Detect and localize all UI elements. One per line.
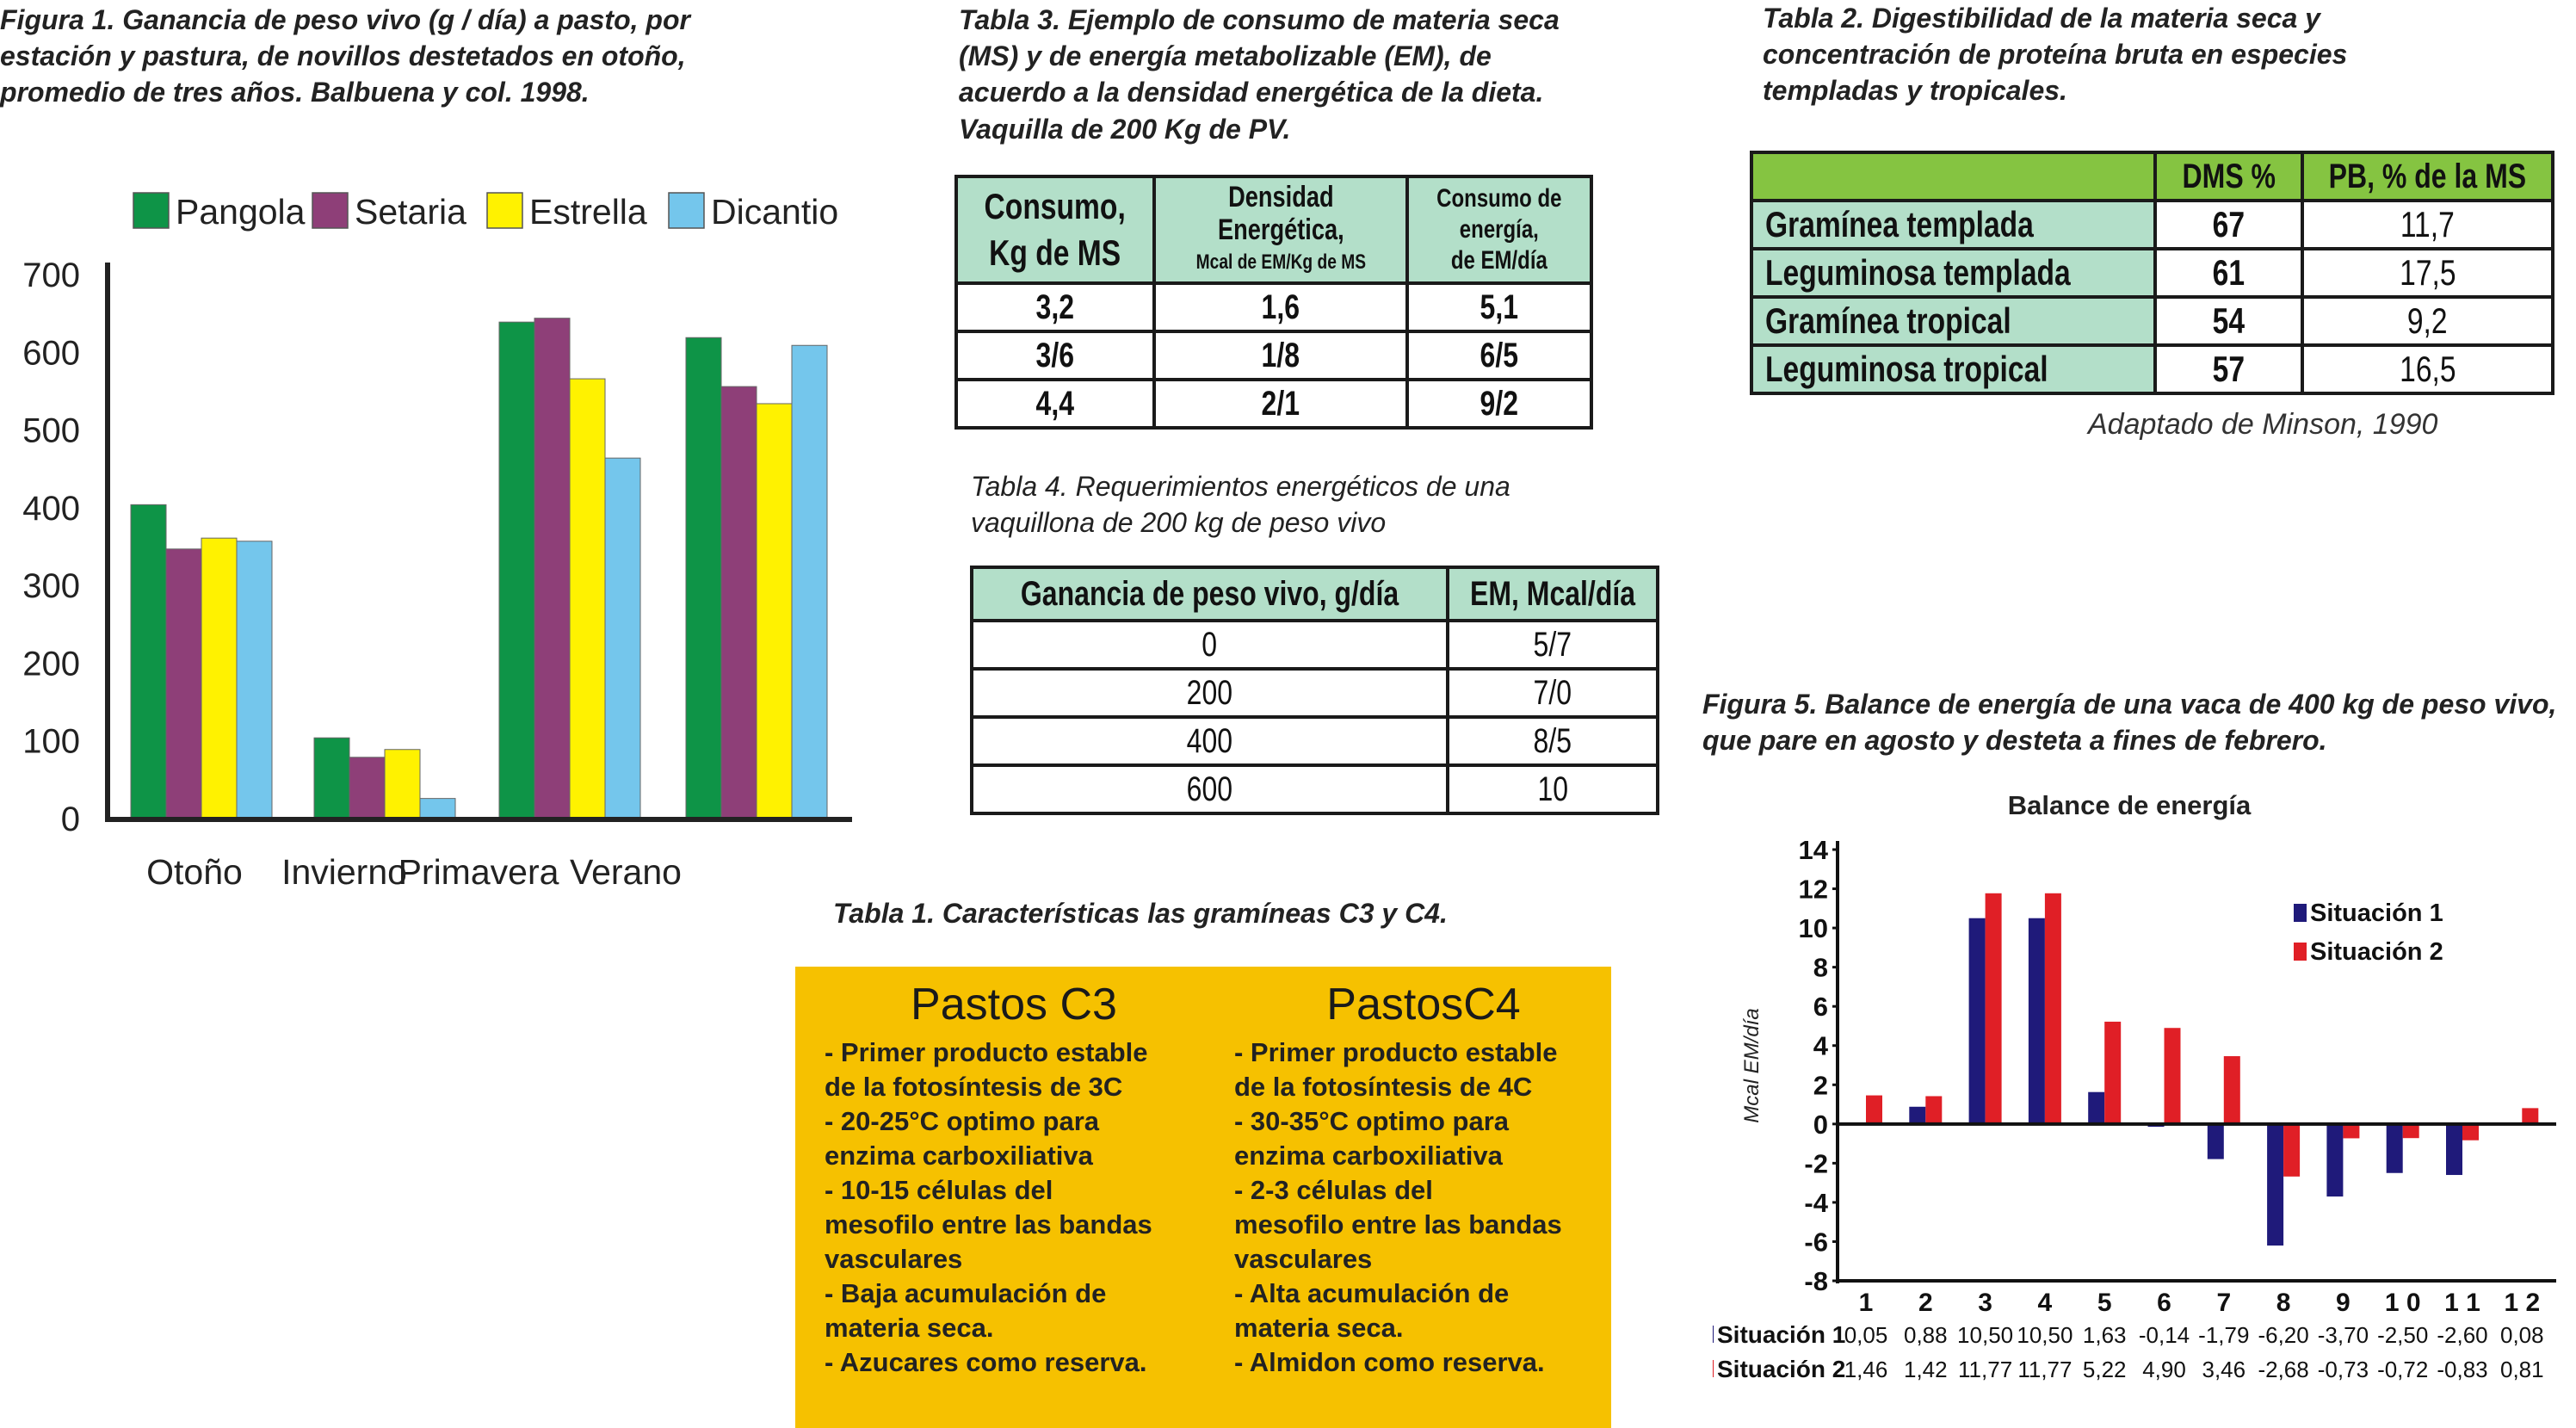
- data-table-value: 10,50: [2017, 1322, 2073, 1348]
- table-cell: 5,1: [1407, 283, 1591, 331]
- x-tick-label: 4: [2037, 1289, 2053, 1317]
- legend-swatch: [2294, 904, 2307, 922]
- c3-column: [825, 967, 1203, 1380]
- x-tick-label: 5: [2097, 1289, 2112, 1317]
- data-table-value: 1,63: [2082, 1322, 2127, 1348]
- y-tick-label: 0: [1813, 1109, 1828, 1140]
- data-table-value: -2,68: [2258, 1357, 2309, 1382]
- c4-list: [1234, 1035, 1613, 1380]
- y-tick-label: 100: [22, 722, 80, 761]
- tabla3-caption: [959, 2, 1560, 147]
- tabla1-caption: [833, 895, 1448, 931]
- table-cell: Leguminosa tropical: [1751, 345, 2155, 393]
- data-table-value: 10,50: [1957, 1322, 2014, 1348]
- c3-list-item: - Baja acumulación de: [825, 1278, 1107, 1308]
- tabla3-header-text: Energética,: [1217, 213, 1344, 246]
- table-cell: 600: [972, 765, 1448, 813]
- table-cell: 6/5: [1407, 331, 1591, 380]
- table-row: [972, 765, 1658, 813]
- bar-estrella-primavera: [570, 379, 605, 819]
- table-cell: 3/6: [956, 331, 1154, 380]
- x-tick-label: 1 1: [2444, 1289, 2480, 1317]
- tabla3-header-text: Kg de MS: [989, 232, 1121, 273]
- table-cell: 54: [2155, 297, 2302, 345]
- table-cell: Gramínea tropical: [1751, 297, 2155, 345]
- figure5-caption-line: que pare en agosto y desteta a fines de febrero.: [1702, 725, 2327, 757]
- bar-estrella-invierno: [385, 750, 420, 819]
- legend-label: Situación 1: [2310, 899, 2443, 927]
- data-table-series-label: Situación 2: [1717, 1356, 1846, 1382]
- x-tick-label: Verano: [570, 852, 682, 892]
- table-cell: Leguminosa templada: [1751, 249, 2155, 297]
- c4-column: [1234, 967, 1613, 1380]
- data-table-series-label: Situación 1: [1717, 1321, 1846, 1348]
- figure1-caption-line: promedio de tres años. Balbuena y col. 1998.: [0, 77, 590, 108]
- tabla4-caption: [971, 468, 1510, 541]
- data-table-value: -0,14: [2138, 1322, 2190, 1348]
- figure1-caption-line: estación y pastura, de novillos destetados en otoño,: [0, 40, 686, 72]
- table-row: [1751, 345, 2553, 393]
- x-tick-label: 6: [2157, 1289, 2171, 1317]
- tabla3-header-text: Densidad: [1227, 181, 1334, 213]
- bar-pangola-invierno: [314, 738, 349, 819]
- data-table-value: -3,70: [2317, 1322, 2369, 1348]
- figure5-caption-line: Figura 5. Balance de energía de una vaca de 400 kg de peso vivo,: [1702, 689, 2557, 720]
- figure1-caption-line: Figura 1. Ganancia de peso vivo (g / día) a pasto, por: [0, 4, 690, 35]
- tabla3-header-text: de EM/día: [1450, 246, 1547, 275]
- table-row: [972, 669, 1658, 717]
- data-table-value: 4,90: [2142, 1357, 2186, 1382]
- c3-list-item: enzima carboxiliativa: [825, 1141, 1093, 1171]
- legend-label: Estrella: [529, 192, 647, 232]
- bar-situacion2-2: [1986, 893, 2002, 1124]
- table-cell: 10: [1448, 765, 1658, 813]
- bar-situacion2-1: [1925, 1096, 1942, 1123]
- c3-list-item: materia seca.: [825, 1313, 994, 1343]
- table-cell: 67: [2155, 201, 2302, 249]
- c3-list-item: - Primer producto estable: [825, 1037, 1148, 1067]
- y-tick-label: -4: [1804, 1187, 1828, 1218]
- table-row: [1751, 201, 2553, 249]
- table-cell: 1,6: [1154, 283, 1407, 331]
- legend-label: Situación 2: [2310, 938, 2443, 966]
- x-tick-label: 1 2: [2504, 1289, 2541, 1317]
- data-table-value: 0,81: [2499, 1357, 2544, 1382]
- c4-list-item: - Primer producto estable: [1234, 1037, 1558, 1067]
- tabla3-caption-line: Tabla 3. Ejemplo de consumo de materia seca: [959, 4, 1560, 35]
- legend-label: Dicantio: [711, 192, 839, 232]
- table-cell: 61: [2155, 249, 2302, 297]
- x-tick-label: 3: [1978, 1289, 1992, 1317]
- bar-situacion1-7: [2267, 1124, 2283, 1246]
- bar-situacion1-2: [1969, 918, 1986, 1124]
- bar-setaria-verano: [721, 386, 757, 819]
- legend-swatch: [2294, 943, 2307, 961]
- tabla3-header-text: Mcal de EM/Kg de MS: [1195, 250, 1366, 274]
- data-table-value: 1,46: [1844, 1357, 1888, 1382]
- tabla1-caption-line: Tabla 1. Características las gramíneas C3 y C4.: [833, 898, 1448, 929]
- bar-estrella-verano: [757, 404, 792, 819]
- table-row: [972, 717, 1658, 765]
- table-cell: 17,5: [2302, 249, 2553, 297]
- legend-swatch: [312, 193, 348, 228]
- data-table-value: 0,08: [2499, 1322, 2544, 1348]
- tabla3-caption-line: acuerdo a la densidad energética de la dieta.: [959, 77, 1544, 108]
- c4-list-item: materia seca.: [1234, 1313, 1404, 1343]
- y-tick-label: 14: [1798, 835, 1828, 865]
- table-row: [972, 621, 1658, 669]
- x-tick-label: 1 0: [2384, 1289, 2421, 1317]
- c3-list: [825, 1035, 1203, 1380]
- y-tick-label: 6: [1813, 992, 1828, 1023]
- bar-situacion1-6: [2208, 1124, 2224, 1159]
- c4-list-item: - Almidon como reserva.: [1234, 1347, 1545, 1377]
- bar-pangola-verano: [686, 337, 721, 819]
- bar-situacion1-8: [2326, 1124, 2343, 1196]
- table-cell: 8/5: [1448, 717, 1658, 765]
- bar-situacion1-4: [2088, 1092, 2104, 1124]
- bar-pangola-otoño: [131, 504, 166, 819]
- legend-swatch: [669, 193, 704, 228]
- c3-list-item: - 20-25°C optimo para: [825, 1106, 1100, 1136]
- y-tick-label: 300: [22, 567, 80, 606]
- tabla2-table: [1750, 151, 2554, 395]
- tabla3-header-text: Consumo,: [984, 186, 1127, 226]
- y-tick-label: 500: [22, 411, 80, 450]
- y-axis-label: Mcal EM/día: [1740, 1008, 1764, 1123]
- c3-list-item: de la fotosíntesis de 3C: [825, 1072, 1123, 1102]
- bar-dicantio-invierno: [420, 799, 455, 819]
- tabla4-table: [970, 566, 1659, 815]
- table-cell: 16,5: [2302, 345, 2553, 393]
- bar-situacion2-3: [2045, 893, 2061, 1124]
- bar-dicantio-primavera: [605, 458, 640, 819]
- y-tick-label: 12: [1798, 874, 1828, 905]
- bar-situacion2-10: [2462, 1124, 2479, 1141]
- bar-situacion1-10: [2446, 1124, 2462, 1175]
- c3-c4-comparison-box: [795, 967, 1611, 1428]
- tabla2-caption: [1763, 0, 2347, 109]
- bar-situacion2-0: [1866, 1096, 1882, 1124]
- data-table-value: -0,73: [2317, 1357, 2369, 1382]
- data-table-value: -6,20: [2258, 1322, 2309, 1348]
- figure5-caption: [1702, 686, 2556, 758]
- tabla2-source: Adaptado de Minson, 1990: [2088, 408, 2438, 441]
- y-tick-label: -2: [1804, 1148, 1828, 1179]
- table-row: [956, 331, 1591, 380]
- x-tick-label: Primavera: [398, 852, 559, 892]
- figure5-bar-chart: [1713, 775, 2576, 1428]
- bar-situacion1-3: [2029, 918, 2045, 1124]
- table-swatch: [1713, 1326, 1714, 1343]
- bar-estrella-otoño: [201, 538, 237, 819]
- bar-situacion2-8: [2343, 1124, 2359, 1139]
- table-cell: 2/1: [1154, 380, 1407, 428]
- data-table-value: 5,22: [2082, 1357, 2127, 1382]
- y-tick-label: -6: [1804, 1227, 1828, 1258]
- tabla2-header-dms: DMS %: [2155, 152, 2302, 201]
- x-tick-label: 9: [2336, 1289, 2351, 1317]
- table-cell: 57: [2155, 345, 2302, 393]
- tabla2-header-empty: [1751, 152, 2155, 201]
- tabla2-caption-line: concentración de proteína bruta en especies: [1763, 39, 2348, 71]
- chart-title: Balance de energía: [2007, 790, 2252, 820]
- legend-label: Setaria: [355, 192, 466, 232]
- tabla3-header-densidad: [1154, 176, 1407, 283]
- table-cell: 200: [972, 669, 1448, 717]
- c4-list-item: enzima carboxiliativa: [1234, 1141, 1503, 1171]
- data-table-value: -0,72: [2377, 1357, 2429, 1382]
- tabla3-caption-line: Vaquilla de 200 Kg de PV.: [959, 113, 1291, 145]
- c4-title: PastosC4: [1326, 980, 1521, 1029]
- y-tick-label: 4: [1813, 1030, 1828, 1061]
- data-table-value: -0,83: [2437, 1357, 2488, 1382]
- tabla3-table: [954, 175, 1593, 430]
- x-tick-label: Otoño: [146, 852, 243, 892]
- data-table-value: 0,05: [1844, 1322, 1888, 1348]
- data-table-value: 1,42: [1903, 1357, 1948, 1382]
- tabla3-header-text: energía,: [1459, 215, 1540, 244]
- tabla2-header-pb: PB, % de la MS: [2302, 152, 2553, 201]
- figure1-caption: [0, 2, 690, 111]
- y-tick-label: 8: [1813, 952, 1828, 983]
- bar-situacion1-9: [2387, 1124, 2403, 1173]
- bar-setaria-otoño: [166, 549, 201, 819]
- table-cell: 11,7: [2302, 201, 2553, 249]
- c3-list-item: - Azucares como reserva.: [825, 1347, 1147, 1377]
- bar-situacion2-11: [2522, 1108, 2538, 1123]
- tabla2-caption-line: Tabla 2. Digestibilidad de la materia seca y: [1763, 3, 2320, 34]
- data-table-value: 3,46: [2202, 1357, 2246, 1382]
- table-cell: 5/7: [1448, 621, 1658, 669]
- tabla4-caption-line: vaquillona de 200 kg de peso vivo: [971, 507, 1387, 539]
- table-swatch: [1713, 1360, 1714, 1377]
- y-tick-label: 700: [22, 257, 80, 294]
- table-cell: Gramínea templada: [1751, 201, 2155, 249]
- data-table-value: 11,77: [1958, 1357, 2013, 1382]
- table-row: [1751, 249, 2553, 297]
- y-tick-label: 10: [1798, 913, 1828, 944]
- legend-swatch: [487, 193, 522, 228]
- y-tick-label: 400: [22, 489, 80, 528]
- tabla3-header-text: Consumo de: [1436, 184, 1562, 213]
- x-tick-label: Invierno: [281, 852, 407, 892]
- bar-dicantio-otoño: [237, 541, 272, 819]
- y-tick-label: 2: [1813, 1070, 1828, 1101]
- c4-list-item: vasculares: [1234, 1244, 1373, 1274]
- y-tick-label: 600: [22, 334, 80, 373]
- bar-dicantio-verano: [792, 345, 827, 819]
- c4-list-item: - Alta acumulación de: [1234, 1278, 1510, 1308]
- table-cell: 7/0: [1448, 669, 1658, 717]
- c4-list-item: - 2-3 células del: [1234, 1175, 1433, 1205]
- bar-situacion2-6: [2224, 1056, 2240, 1124]
- c3-list-item: vasculares: [825, 1244, 963, 1274]
- table-row: [956, 283, 1591, 331]
- y-tick-label: -8: [1804, 1266, 1828, 1296]
- c3-list-item: mesofilo entre las bandas: [825, 1209, 1152, 1239]
- table-cell: 400: [972, 717, 1448, 765]
- c3-title: Pastos C3: [911, 980, 1117, 1029]
- bar-situacion2-5: [2165, 1028, 2181, 1124]
- c4-list-item: mesofilo entre las bandas: [1234, 1209, 1562, 1239]
- tabla4-caption-line: Tabla 4. Requerimientos energéticos de una: [971, 471, 1510, 502]
- table-cell: 9,2: [2302, 297, 2553, 345]
- tabla3-header-consumo-energia: [1407, 176, 1591, 283]
- x-tick-label: 8: [2276, 1289, 2291, 1317]
- data-table-value: 11,77: [2017, 1357, 2073, 1382]
- figure1-bar-chart: [0, 172, 869, 912]
- bar-setaria-invierno: [349, 757, 385, 819]
- data-table-value: -2,50: [2377, 1322, 2429, 1348]
- data-table-value: -2,60: [2437, 1322, 2488, 1348]
- legend-label: Pangola: [176, 192, 306, 232]
- y-tick-label: 0: [60, 801, 80, 838]
- table-row: [956, 380, 1591, 428]
- x-tick-label: 2: [1918, 1289, 1933, 1317]
- bar-situacion1-1: [1909, 1107, 1925, 1124]
- tabla4-header-ganancia: Ganancia de peso vivo, g/día: [972, 567, 1448, 621]
- table-cell: 3,2: [956, 283, 1154, 331]
- tabla3-header-consumo: [956, 176, 1154, 283]
- c3-list-item: - 10-15 células del: [825, 1175, 1053, 1205]
- x-tick-label: 7: [2216, 1289, 2232, 1317]
- bar-situacion2-7: [2283, 1124, 2300, 1177]
- data-table-value: 0,88: [1903, 1322, 1948, 1348]
- bar-pangola-primavera: [499, 322, 534, 819]
- tabla3-caption-line: (MS) y de energía metabolizable (EM), de: [959, 40, 1492, 72]
- y-tick-label: 200: [22, 645, 80, 683]
- bar-setaria-primavera: [534, 318, 570, 819]
- c4-list-item: de la fotosíntesis de 4C: [1234, 1072, 1533, 1102]
- bar-situacion2-4: [2104, 1022, 2121, 1124]
- table-cell: 9/2: [1407, 380, 1591, 428]
- table-cell: 4,4: [956, 380, 1154, 428]
- legend-swatch: [133, 193, 169, 228]
- c4-list-item: - 30-35°C optimo para: [1234, 1106, 1510, 1136]
- table-cell: 1/8: [1154, 331, 1407, 380]
- table-cell: 0: [972, 621, 1448, 669]
- tabla4-header-em: EM, Mcal/día: [1448, 567, 1658, 621]
- data-table-value: -1,79: [2198, 1322, 2250, 1348]
- bar-situacion2-9: [2403, 1124, 2419, 1138]
- table-row: [1751, 297, 2553, 345]
- tabla2-caption-line: templadas y tropicales.: [1763, 75, 2067, 107]
- x-tick-label: 1: [1858, 1289, 1874, 1317]
